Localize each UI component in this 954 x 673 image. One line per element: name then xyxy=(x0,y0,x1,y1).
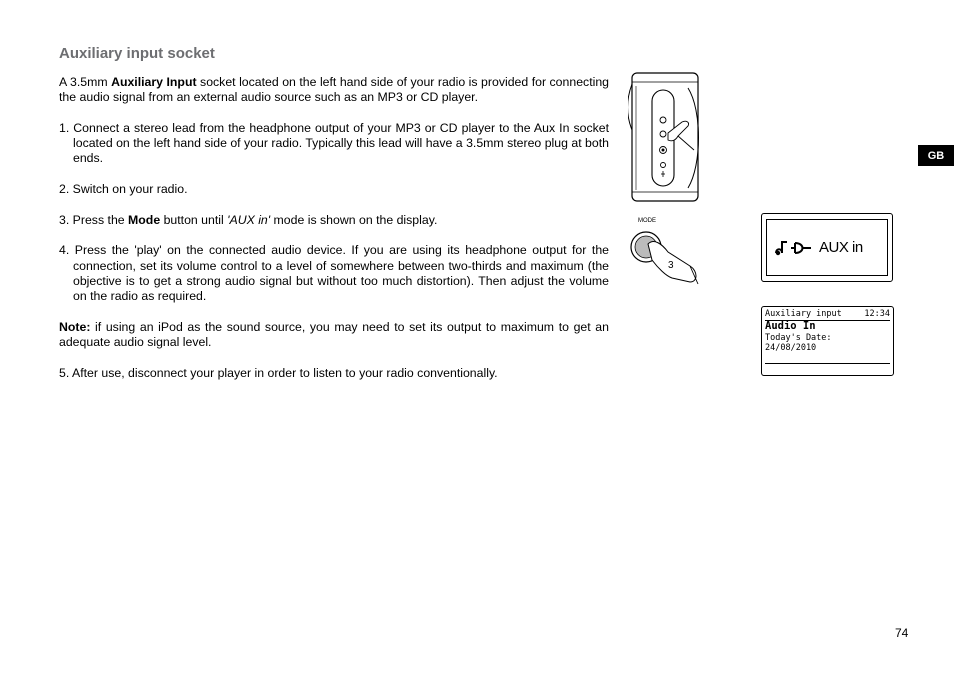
step-1: 1. Connect a stereo lead from the headphone output of your MP3 or CD player to the Aux In socket located on the left hand side of your radio. Typically this lead will have a 3.5mm stereo plug at both ends. xyxy=(59,120,609,166)
step-2: 2. Switch on your radio. xyxy=(59,182,188,197)
lcd-display-aux xyxy=(761,213,893,282)
aux-in-term: 'AUX in' xyxy=(227,212,271,227)
lcd-divider xyxy=(765,363,890,364)
language-tab: GB xyxy=(918,145,954,166)
step-4: 4. Press the 'play' on the connected audio device. If you are using its headphone output for the connection, set its volume control to a level of somewhere between two-thirds and maximum (the objective is to get a strong audio signal but without too much distortion). Then adjust the volume on the radio as required. xyxy=(59,243,609,304)
mode-button-illustration xyxy=(628,216,703,296)
intro-text-continued: socket located on the left hand side of your radio is provided for connecting the audio signal from an external audio source such as an MP3 or CD player. xyxy=(59,75,610,105)
note-paragraph xyxy=(59,320,609,351)
lcd-source-label: Audio In xyxy=(765,320,816,332)
intro-paragraph xyxy=(59,75,609,106)
step-3-text-end: mode is shown on the display. xyxy=(270,212,438,227)
step-3-text-mid: button until xyxy=(160,212,228,227)
lcd-clock: 12:34 xyxy=(864,309,890,319)
intro-bold-term: Auxiliary Input xyxy=(111,75,197,89)
step-5: 5. After use, disconnect your player in order to listen to your radio conventionally. xyxy=(59,365,498,380)
lcd-display-aux-screen xyxy=(766,219,888,276)
mode-label: MODE xyxy=(638,218,656,224)
instructions xyxy=(59,75,609,396)
lcd-display-info xyxy=(761,306,894,376)
step-3 xyxy=(59,213,609,228)
aux-input-icon xyxy=(773,238,813,258)
page-number: 74 xyxy=(895,626,909,640)
note-text: if using an iPod as the sound source, you may need to set its output to maximum to get an adequate audio signal level. xyxy=(59,319,609,350)
lcd-mode-name: Auxiliary input xyxy=(765,309,842,319)
intro-text: A 3.5mm xyxy=(59,75,112,89)
note-label: Note: xyxy=(59,319,91,334)
aux-in-display-text: AUX in xyxy=(819,239,863,256)
step-3-text: 3. Press the xyxy=(59,212,129,227)
step-callout-number: 3 xyxy=(668,260,674,271)
mode-term: Mode xyxy=(128,212,161,227)
radio-side-illustration xyxy=(628,70,703,210)
section-title: Auxiliary input socket xyxy=(59,45,215,62)
lcd-date-value: 24/08/2010 xyxy=(765,343,817,353)
lcd-date-label: Today's Date: xyxy=(765,333,832,343)
